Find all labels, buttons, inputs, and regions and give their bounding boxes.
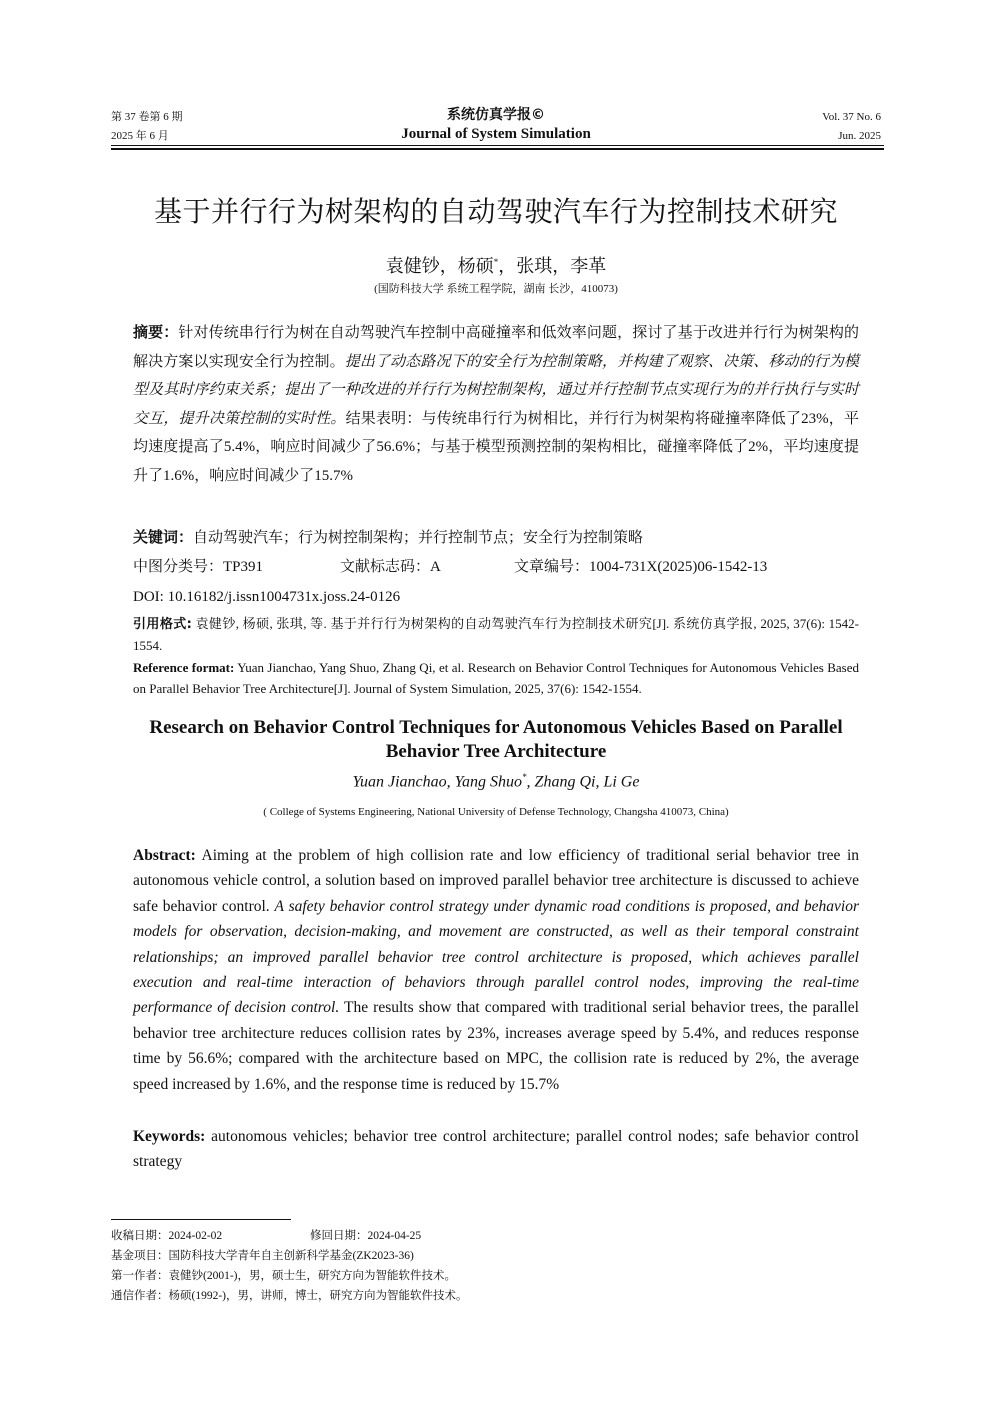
corresponding-mark-en: * [522, 772, 527, 782]
citation-en [133, 657, 859, 699]
citation-cn [133, 613, 859, 656]
issue-cn: 第 37 卷第 6 期 [111, 111, 183, 123]
citation-en-text: Yuan Jianchao, Yang Shuo, Zhang Qi, et al. Research on Behavior Control Techniques for Autonomous Vehicles Based on Parallel Behavior Tree Architecture[J]. Journal of System Simulation, 2025, 37(6): 1542-1554. [133, 660, 859, 696]
citation-cn-label: 引用格式: [133, 617, 192, 632]
authors-en-part-b: , Zhang Qi, Li Ge [526, 773, 640, 791]
header-rule-thick [111, 148, 884, 150]
authors-cn-part-b: ，张琪，李革 [498, 256, 607, 276]
keywords-en [133, 1124, 859, 1175]
date-cn: 2025 年 6 月 [111, 130, 169, 142]
authors-cn-part-a: 袁健钞，杨硕 [385, 256, 494, 276]
volume-en: Vol. 37 No. 6 [822, 111, 881, 123]
header-rule-thin [111, 145, 884, 146]
first-author-info: 第一作者：袁健钞(2001-)，男，硕士生，研究方向为智能软件技术。 [111, 1270, 456, 1282]
abstract-en-part2: A safety behavior control strategy under dynamic road conditions is proposed, and behavior models for observation, decision-making, and movement are constructed, as well as their temporal constraint relationships; an improved parallel behavior tree control architecture is proposed, which achieves parallel execution and real-time interaction of behaviors through parallel control nodes, improving the real-time performance of decision control. [133, 897, 859, 1017]
abstract-en-part1: Aiming at the problem of high collision rate and low efficiency of traditional serial behavior tree in autonomous vehicle control, a solution based on improved parallel behavior tree architecture is discussed to achieve safe behavior control. [133, 847, 859, 915]
keywords-en-label: Keywords: [133, 1128, 206, 1145]
keywords-cn-label: 关键词： [133, 528, 194, 546]
journal-title-en: Journal of System Simulation [401, 126, 591, 142]
abstract-en-label: Abstract: [133, 847, 196, 864]
revised-date: 修回日期：2024-04-25 [310, 1230, 422, 1242]
clc-number: 中图分类号：TP391 [133, 559, 264, 575]
abstract-cn-part1: 针对传统串行行为树在自动驾驶汽车控制中高碰撞率和低效率问题，探讨了基于改进并行行为树架构的解决方案以实现安全行为控制。 [133, 325, 859, 370]
keywords-en-text: autonomous vehicles; behavior tree control architecture; parallel control nodes; safe behavior control strategy [133, 1128, 859, 1171]
paper-title-cn: 基于并行行为树架构的自动驾驶汽车行为控制技术研究 [153, 195, 838, 228]
abstract-cn-part2: 提出了动态路况下的安全行为控制策略，并构建了观察、决策、移动的行为模型及其时序约束关系；提出了一种改进的并行行为树控制架构，通过并行控制节点实现行为的并行执行与实时交互，提升决策控制的实时性。 [133, 353, 859, 427]
authors-cn [0, 252, 992, 278]
paper-title-en-line2: Behavior Tree Architecture [385, 741, 607, 762]
abstract-en-part3: The results show that compared with traditional serial behavior trees, the parallel behavior tree architecture reduces collision rates by 23%, increases average speed by 5.4%, and reduces response time by 56.6%; compared with the architecture based on MPC, the collision rate is reduced by 2%, the average speed increased by 1.6%, and the response time is reduced by 15.7% [133, 999, 859, 1093]
affiliation-en: ( College of Systems Engineering, National University of Defense Technology, Changsha 410073, China) [263, 806, 729, 818]
footnote-rule [111, 1219, 291, 1220]
citation-en-label: Reference format: [133, 660, 235, 675]
affiliation-cn: (国防科技大学 系统工程学院，湖南 长沙，410073) [374, 283, 618, 295]
article-number: 文章编号：1004-731X(2025)06-1542-13 [514, 559, 768, 575]
document-code: 文献标志码：A [340, 559, 441, 575]
fund-info: 基金项目：国防科技大学青年自主创新科学基金(ZK2023-36) [111, 1250, 414, 1262]
received-date: 收稿日期：2024-02-02 [111, 1230, 223, 1242]
abstract-cn-label: 摘要： [133, 323, 179, 341]
keywords-cn [133, 523, 859, 553]
paper-title-en [120, 716, 872, 764]
paper-title-en-line1: Research on Behavior Control Techniques for Autonomous Vehicles Based on Parallel [149, 717, 843, 738]
authors-en [0, 772, 992, 791]
abstract-cn-part3: 结果表明：与传统串行行为树相比，并行行为树架构将碰撞率降低了23%，平均速度提高了5.4%，响应时间减少了56.6%；与基于模型预测控制的架构相比，碰撞率降低了2%，平均速度提升了1.6%，响应时间减少了15.7% [133, 410, 859, 484]
corresponding-author-info: 通信作者：杨硕(1992-)，男，讲师，博士，研究方向为智能软件技术。 [111, 1290, 468, 1302]
abstract-cn [133, 318, 859, 490]
journal-title-cn: 系统仿真学报© [447, 107, 545, 123]
doi: DOI: 10.16182/j.issn1004731x.joss.24-0126 [133, 589, 401, 605]
corresponding-mark: * [493, 257, 499, 267]
abstract-en [133, 843, 859, 1097]
date-en: Jun. 2025 [838, 130, 881, 142]
keywords-cn-text: 自动驾驶汽车；行为树控制架构；并行控制节点；安全行为控制策略 [193, 530, 644, 546]
citation-cn-text: 袁健钞, 杨硕, 张琪, 等. 基于并行行为树架构的自动驾驶汽车行为控制技术研究[J]. 系统仿真学报, 2025, 37(6): 1542-1554. [133, 616, 859, 653]
authors-en-part-a: Yuan Jianchao, Yang Shuo [352, 773, 523, 791]
